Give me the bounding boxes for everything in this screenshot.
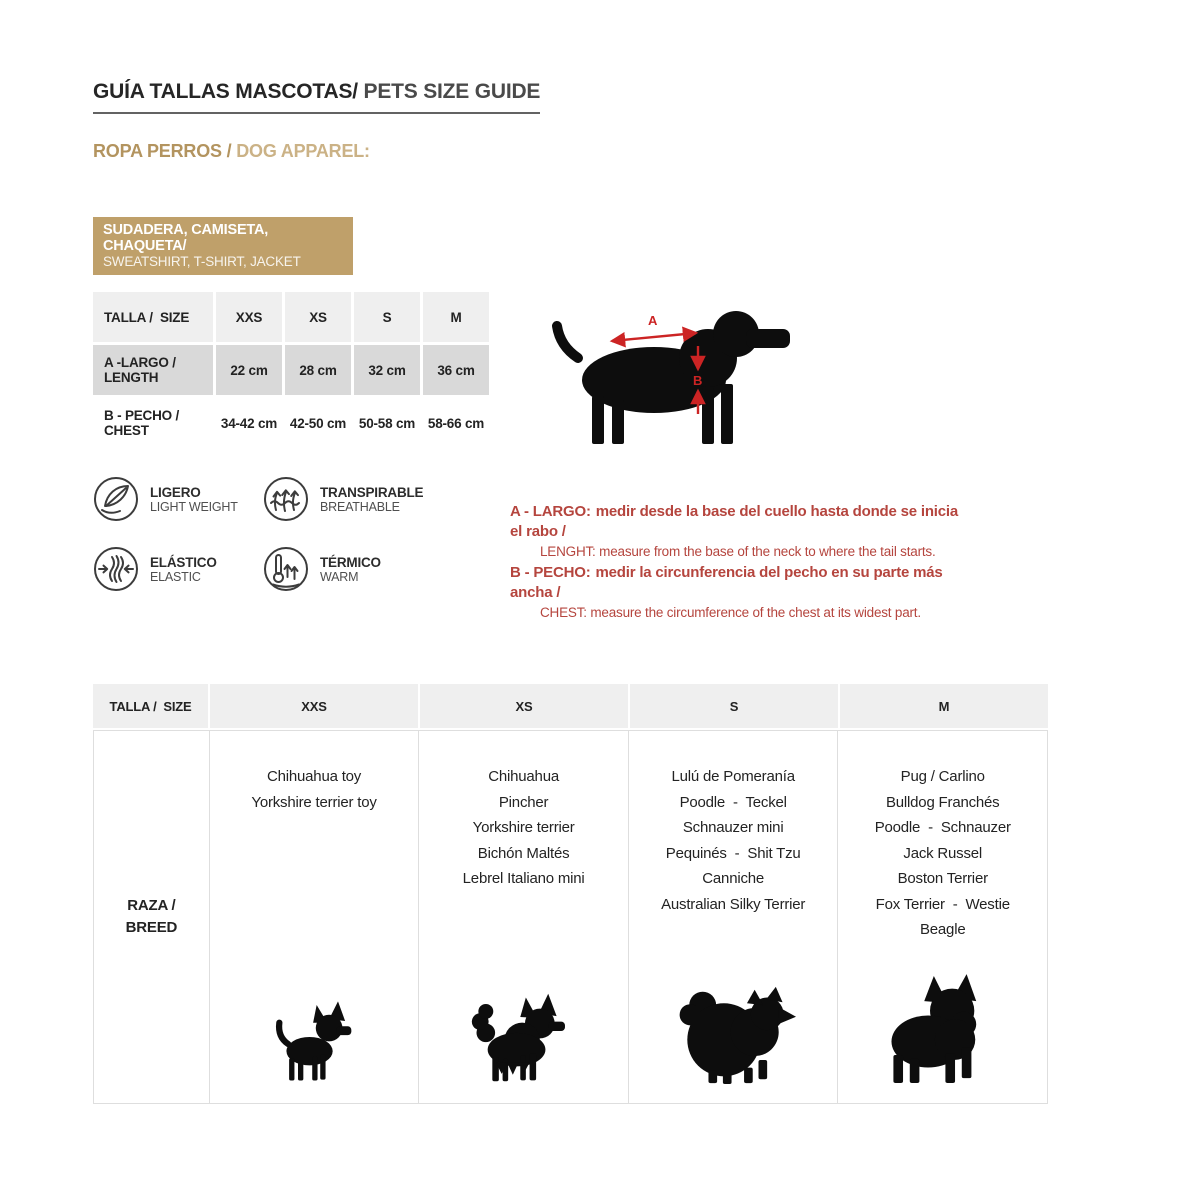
note-text-en: LENGHT: measure from the base of the neck to where the tail starts. [540,544,936,559]
page-title-en: PETS SIZE GUIDE [357,80,541,103]
breed-item: Boston Terrier [897,870,988,887]
breed-item: Canniche [702,870,765,887]
breed-item: Bichón Maltés [477,844,570,862]
size-table-chest-row [93,398,489,448]
page-subtitle [93,141,370,162]
breed-item: Lulú de Pomeranía [671,768,795,785]
breed-list-s [629,764,838,917]
breed-list-m [838,764,1047,943]
note-chest [510,563,970,623]
size-table-cell: 22 cm [216,345,282,395]
note-prefix: A - LARGO: [510,503,591,520]
elastic-icon [93,546,139,592]
breed-row-label [94,731,210,1103]
breed-item: Jack Russel [903,844,983,862]
size-table-cell: 42-50 cm [289,415,347,431]
breed-item: Poodle - Teckel [679,793,787,811]
feature-list [93,476,503,592]
thermometer-icon [263,546,309,592]
size-table-cell: 36 cm [423,345,489,395]
size-table-row-label: A -LARGO / LENGTH [93,345,213,395]
size-table-header-cell: S [354,292,420,342]
breed-item: Poodle - Schnauzer [874,819,1011,836]
size-table-cell: 34-42 cm [220,415,278,431]
breed-item: Chihuahua [488,768,559,785]
breed-item: Fox Terrier - Westie [875,895,1010,913]
breed-item: Pincher [498,793,549,811]
note-text-en: CHEST: measure the circumference of the chest at its widest part. [540,605,921,620]
page-title [93,80,540,114]
breed-item: Chihuahua toy [266,768,362,785]
breed-item: Pequinés - Shit Tzu [665,844,801,862]
longhair-chihuahua-silhouette [468,990,580,1085]
note-length [510,502,970,562]
feature-name-es: TÉRMICO [320,554,381,570]
feather-icon [93,476,139,522]
size-table-cell: 32 cm [354,345,420,395]
page-subtitle-es: ROPA PERROS / [93,141,237,161]
breed-column-s [629,731,839,1103]
breed-item: Australian Silky Terrier [661,895,806,913]
chihuahua-silhouette [274,996,354,1085]
measurement-notes [510,502,970,624]
breed-column-xxs [210,731,420,1103]
size-table-header-cell: XS [285,292,351,342]
pomeranian-silhouette [668,984,798,1085]
product-category-banner [93,217,353,275]
size-table [93,292,489,448]
measure-arrow-a [612,313,696,341]
breed-item: Beagle [919,921,966,938]
measure-label-b: B [693,373,703,388]
breed-table [93,684,1048,1104]
breed-table-header-cell: S [630,684,838,728]
size-table-length-row [93,345,489,395]
banner-line-es: SUDADERA, CAMISETA, CHAQUETA/ [103,222,269,254]
size-table-cell: 58-66 cm [427,415,485,431]
size-table-row-label: B - PECHO / CHEST [104,408,183,438]
size-table-header-cell: XXS [216,292,282,342]
size-table-header-cell: TALLA / SIZE [93,292,213,342]
banner-line-en: SWEATSHIRT, T-SHIRT, JACKET [103,254,301,269]
breed-row-label-line2: BREED [125,919,178,936]
breed-table-header-cell: XS [420,684,628,728]
french-bulldog-silhouette [878,974,1008,1085]
note-text-es: medir desde la base del cuello hasta donde se inicia el rabo / [510,503,959,540]
page-subtitle-en: DOG APPAREL: [236,141,370,161]
breed-row-label-line1: RAZA / [127,897,176,914]
feature-elastic [93,546,263,592]
breed-item: Lebrel Italiano mini [462,870,585,887]
breed-list-xxs [210,764,419,815]
breed-item: Yorkshire terrier [472,819,575,836]
feature-name-es: LIGERO [150,484,201,500]
size-table-cell: 50-58 cm [358,415,416,431]
size-table-header-cell: M [423,292,489,342]
breed-table-header-cell: XXS [210,684,418,728]
breed-list-xs [419,764,628,892]
note-prefix: B - PECHO: [510,564,591,581]
size-table-header-row [93,292,489,342]
dog-measurement-diagram [548,296,798,453]
size-table-cell: 28 cm [285,345,351,395]
breathable-icon [263,476,309,522]
breed-table-body [93,730,1048,1104]
breed-column-m [838,731,1047,1103]
measure-label-a: A [648,313,658,328]
feature-breathable [263,476,503,522]
breed-item: Yorkshire terrier toy [251,793,377,811]
feature-name-en: ELASTIC [150,569,201,584]
feature-lightweight [93,476,263,522]
breed-item: Pug / Carlino [900,768,985,785]
breed-item: Bulldog Franchés [885,793,1000,811]
page-title-es: GUÍA TALLAS MASCOTAS/ [93,80,358,103]
feature-name-es: ELÁSTICO [150,554,217,570]
feature-name-en: BREATHABLE [320,499,400,514]
breed-table-header-cell: TALLA / SIZE [93,684,208,728]
labrador-silhouette [548,296,798,448]
feature-name-es: TRANSPIRABLE [320,484,424,500]
breed-table-header-cell: M [840,684,1048,728]
feature-name-en: WARM [320,569,359,584]
feature-warm [263,546,503,592]
breed-table-header-row [93,684,1048,728]
feature-name-en: LIGHT WEIGHT [150,499,238,514]
note-text-es: medir la circunferencia del pecho en su parte más ancha / [510,564,943,601]
breed-column-xs [419,731,629,1103]
breed-item: Schnauzer mini [682,819,784,836]
